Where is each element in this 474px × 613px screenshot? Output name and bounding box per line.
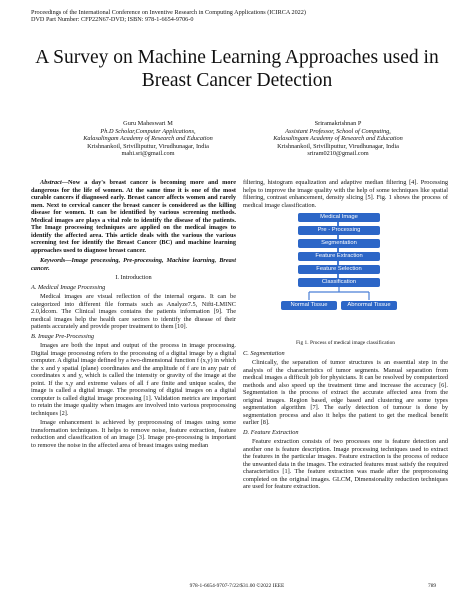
flow-step-medical-image: Medical Image [298, 213, 380, 222]
flow-step-feature-selection: Feature Selection [298, 265, 380, 274]
title-line-1: A Survey on Machine Learning Approaches used in [35, 47, 439, 68]
keywords-label: Keywords [40, 257, 66, 264]
paper-title [0, 46, 474, 92]
author-block-1 [58, 120, 238, 158]
author-email: sriram0210@gmail.com [307, 150, 369, 158]
author-name: Sriramakrishnan P [314, 120, 362, 127]
author-place: Krishnankoil, Srivilliputtur, Virudhunagar, India [87, 142, 209, 150]
abstract-label: Abstract [40, 179, 62, 186]
abstract-text: —Now a day's breast cancer is becoming more and more dangerous for the life of women. At the same time it is one of the most curable cancers if diagnosed early. Breast cancer affects women and rarely men. Next to cervical cancer the breast cancer is considered as the killing disease for women. It can be identified by various screening methods. Medical images are plays a vital role to identify the disease of the patients. The Image processing techniques are applied on the medical images to identify the affected area. This article deals with the various the various screening test for identify the Breast Cancer (BC) and machine learning approaches used to diagnose breast cancer. [31, 179, 236, 254]
subsection-heading-feature-extraction: D. Feature Extraction [243, 428, 299, 436]
abstract [31, 179, 236, 254]
paragraph-pre-processing-2: Image enhancement is achieved by preprocessing of images using some transformation techniques. It helps to remove noise, feature extraction, feature reduction and classification of an image [3]. Image pre-processing is important to remove the noise in the affected area of breast images using median [31, 419, 236, 449]
paragraph-medical-image: Medical images are visual reflection of the internal organs. It can be categorized into different file formats such as Analyze7.5, Nifti-LMINC 2.0,ldcom. The Clinical images contains the patients information [9]. The medical images help the health care sectors to identify the disease of their patients accurately and provide proper treatment to them [10]. [31, 293, 236, 330]
figure-caption: Fig 1. Process of medical image classification [296, 340, 395, 346]
flow-step-pre-processing: Pre - Processing [298, 226, 380, 235]
header-line-2: DVD Part Number: CFP22N67-DVD; ISBN: 978-1-6654-9706-0 [31, 16, 194, 24]
author-email: mahi.sri@gmail.com [121, 150, 175, 158]
paragraph-filtering: filtering, histogram equalization and adaptive median filtering [4]. Processing helps to improve the image quality with the help of some techniques like spatial filtering, contrast enhancement, density slicing [5]. Fig. 1 shows the process of medical image classification. [243, 179, 448, 209]
paragraph-segmentation: Clinically, the separation of tumor structures is an essential step in the analysis of the characteristics of tumor segments. Manual separation from medical images a difficult job for physicians. It can be resolved by computerized methods and also speed up the treatment time and increase the accuracy [6]. Segmentation is the process of extract the accurate affected area from the original images. Region based, edge based and clustering are some types segmentation algorithm [7]. The early detection of tumour is done by segmentation process and also it helps the patient to get the medical benefit earlier [8]. [243, 359, 448, 426]
author-role: Assistant Professor, School of Computing, [285, 127, 391, 135]
subsection-heading-segmentation: C. Segmentation [243, 349, 285, 357]
paragraph-feature-extraction: Feature extraction consists of two processes one is feature detection and another one is feature description. Image processing techniques used to extract the features in the particular images. Feature extraction is the process of reduce the unwanted data in the images. The extracted features must satisfy the required characteristics [1]. The feature extraction was made after the preprocessing completed on the original images. GLCM, Dimensionality reduction techniques are used for feature extraction. [243, 438, 448, 490]
flow-outcome-normal-tissue: Normal Tissue [281, 301, 337, 310]
flow-step-feature-extraction: Feature Extraction [298, 252, 380, 261]
classification-flowchart [243, 211, 448, 337]
conference-header [31, 9, 306, 24]
author-place: Krishnankoil, Srivilliputtur, Virudhunagar, India [277, 142, 399, 150]
copyright-footer: 978-1-6654-9707-7/22/$31.00 ©2022 IEEE [189, 583, 285, 589]
title-line-2: Breast Cancer Detection [141, 70, 333, 91]
author-name: Guru Maheswari M [123, 120, 173, 127]
flow-outcome-abnormal-tissue: Abnormal Tissue [341, 301, 397, 310]
right-column [243, 179, 448, 493]
author-affiliation: Kalasalingam Academy of Research and Education [273, 135, 403, 143]
header-line-1: Proceedings of the International Conference on Inventive Research in Computing Applications (ICIRCA 2022) [31, 9, 306, 16]
paragraph-pre-processing-1: Images are both the input and output of the process in image processing. Digital image processing refers to the processing of a digital image by a digital computer. A digital image defined by a two-dimensional function f (x,y) in which the x and y spatial (plane) coordinates and the amplitude of f are in any pair of coordinates x and y, which is called the intensity or gravity of the image at the point. If the x,y and extreme values of all f are finite and unique scales, the image is called a digital image. The processing of digital images on a digital computer is called digital image processing [1]. Validation metrics are important to retain the image quality when images are involved into various preprocessing techniques [2]. [31, 342, 236, 417]
author-role: Ph.D Scholar,Computer Applications, [100, 127, 196, 135]
page-number: 789 [428, 583, 437, 589]
subsection-heading-medical-image-processing: A. Medical Image Processing [31, 283, 106, 291]
section-heading-introduction: I. Introduction [115, 274, 152, 281]
author-affiliation: Kalasalingam Academy of Research and Education [83, 135, 213, 143]
left-column [31, 179, 236, 451]
keywords [31, 257, 236, 272]
subsection-heading-pre-processing: B. Image Pre-Processing [31, 332, 95, 340]
flow-step-segmentation: Segmentation [298, 239, 380, 248]
author-block-2 [248, 120, 428, 158]
flow-step-classification: Classification [298, 278, 380, 287]
keywords-text: —Image processing, Pre-processing, Machine learning, Breast cancer. [31, 257, 236, 272]
